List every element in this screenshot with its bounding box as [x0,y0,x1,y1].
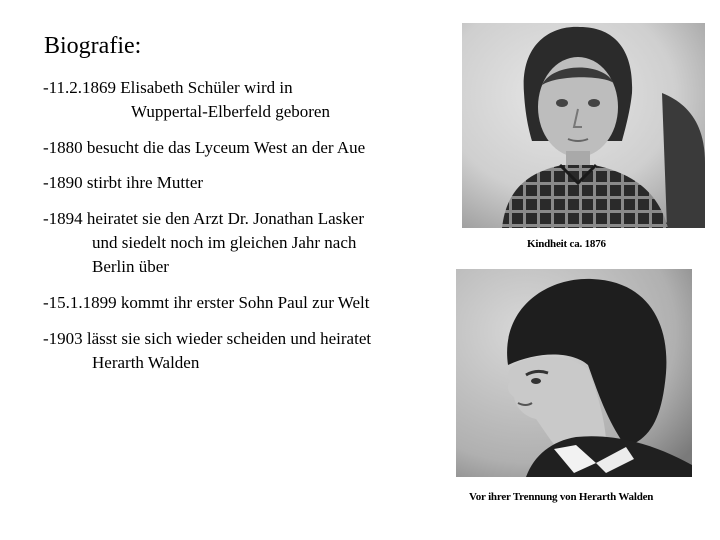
biography-entry-1869 [43,76,330,124]
biography-entry-1903 [43,327,371,375]
entry-text: -1894 heiratet sie den Arzt Dr. Jonathan Lasker [43,209,365,228]
biography-entry-1899 [43,291,369,315]
biography-entry-1880 [43,136,365,160]
biography-entry-1894 [43,207,364,279]
slide-title: Biografie: [44,33,142,59]
entry-text: -1903 lässt sie sich wieder scheiden und heiratet [43,329,372,348]
photo-caption-childhood: Kindheit ca. 1876 [527,238,606,250]
entry-continuation: und siedelt noch im gleichen Jahr nach [92,233,357,252]
child-portrait-photo [462,23,705,228]
woman-profile-photo [456,269,692,477]
biography-entry-1890 [43,171,203,195]
entry-continuation-2: Berlin über [92,257,169,276]
entry-continuation: Wuppertal-Elberfeld geboren [131,102,330,121]
entry-text: -11.2.1869 Elisabeth Schüler wird in [43,78,293,97]
woman-profile-photo-icon [456,269,692,477]
entry-continuation: Herarth Walden [92,353,200,372]
entry-text: -1880 besucht die das Lyceum West an der Aue [43,138,366,157]
entry-text: -15.1.1899 kommt ihr erster Sohn Paul zur Welt [43,293,370,312]
photo-caption-separation: Vor ihrer Trennung von Herarth Walden [469,491,654,503]
entry-text: -1890 stirbt ihre Mutter [43,173,204,192]
child-portrait-photo-icon [462,23,705,228]
